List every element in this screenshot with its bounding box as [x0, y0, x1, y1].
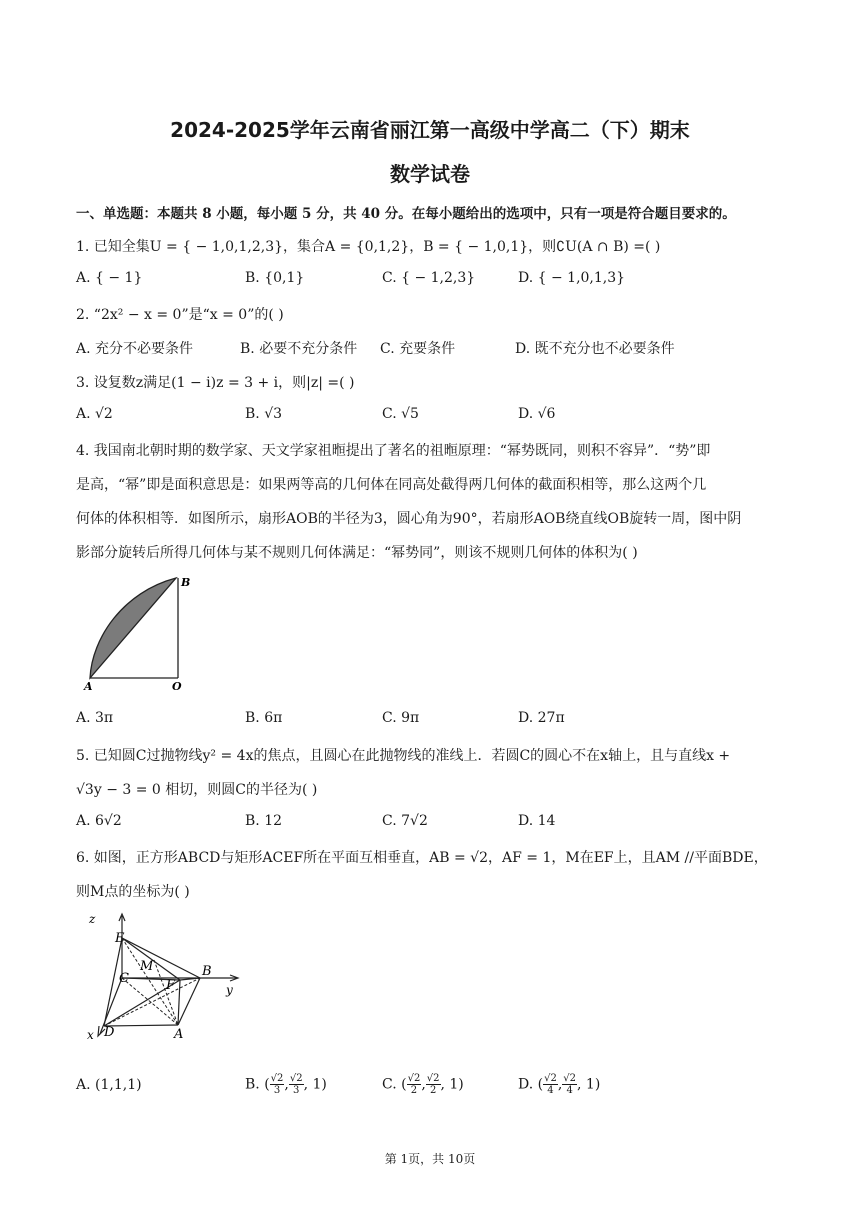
- q2-option-b: B. 必要不充分条件: [240, 341, 358, 357]
- question-4-line-4: 影部分旋转后所得几何体与某不规则几何体满足：“幂势同”，则该不规则几何体的体积为( ): [76, 545, 638, 561]
- page-subtitle: 数学试卷: [390, 162, 470, 186]
- q4-option-c: C. 9π: [382, 710, 420, 726]
- question-5-line-2: √3y − 3 = 0 相切，则圆C的半径为( ): [76, 782, 318, 798]
- q4-option-d: D. 27π: [518, 710, 565, 726]
- q5-option-a: A. 6√2: [76, 813, 122, 829]
- section-heading: 一、单选题：本题共 8 小题，每小题 5 分，共 40 分。在每小题给出的选项中，只有一项是符合题目要求的。: [76, 206, 736, 222]
- label-y: y: [226, 983, 233, 997]
- q6-option-d: D. ( $\frac{√2}{4}$ , $\frac{√2}{4}$ , 1): [518, 1073, 601, 1096]
- label-b: B: [181, 576, 191, 589]
- question-1-stem: 1. 已知全集U = { − 1,0,1,2,3}，集合A = {0,1,2}，B = { − 1,0,1}，则∁U(A ∩ B) =( ): [76, 239, 661, 255]
- label-c: C: [119, 971, 129, 986]
- label-o: O: [172, 680, 182, 693]
- q4-option-b: B. 6π: [245, 710, 283, 726]
- question-4-line-1: 4. 我国南北朝时期的数学家、天文学家祖暅提出了著名的祖暅原理：“幂势既同，则积不容异”．“势”即: [76, 443, 711, 459]
- q3-option-c: C. √5: [382, 406, 419, 422]
- q2-option-d: D. 既不充分也不必要条件: [515, 341, 675, 357]
- label-e: E: [115, 931, 125, 946]
- page-footer: 第 1页，共 10页: [384, 1152, 476, 1166]
- q3-option-b: B. √3: [245, 406, 283, 422]
- q5-option-b: B. 12: [245, 813, 283, 829]
- page-title: 2024-2025学年云南省丽江第一高级中学高二（下）期末: [170, 118, 690, 142]
- q3-option-d: D. √6: [518, 406, 556, 422]
- label-z: z: [89, 912, 96, 926]
- label-x: x: [87, 1028, 94, 1042]
- q6-option-b: B. ( $\frac{√2}{3}$ , $\frac{√2}{3}$ , 1): [245, 1073, 327, 1096]
- question-3-stem: 3. 设复数z满足(1 − i)z = 3 + i，则|z| =( ): [76, 375, 355, 391]
- q6-option-a: A. (1,1,1): [76, 1077, 142, 1093]
- q2-option-a: A. 充分不必要条件: [76, 341, 194, 357]
- q6-option-c: C. ( $\frac{√2}{2}$ , $\frac{√2}{2}$ , 1): [382, 1073, 464, 1096]
- label-d: D: [104, 1025, 115, 1040]
- q5-option-c: C. 7√2: [382, 813, 428, 829]
- q1-option-a: A. { − 1}: [76, 270, 143, 286]
- label-f: F: [166, 978, 176, 993]
- shaded-segment: [90, 578, 176, 678]
- question-5-line-1: 5. 已知圆C过抛物线y² = 4x的焦点，且圆心在此抛物线的准线上．若圆C的圆心不在x轴上，且与直线x +: [76, 748, 731, 764]
- label-b: B: [202, 964, 212, 979]
- label-a: A: [84, 680, 93, 693]
- edge-eb: [122, 938, 200, 978]
- q5-option-d: D. 14: [518, 813, 556, 829]
- sector-figure: [78, 572, 198, 694]
- label-a: A: [174, 1027, 184, 1042]
- q3-option-a: A. √2: [76, 406, 113, 422]
- q1-option-c: C. { − 1,2,3}: [382, 270, 476, 286]
- question-4-line-2: 是高，“幂”即是面积意思是：如果两等高的几何体在同高处截得两几何体的截面积相等，那么这两个几: [76, 477, 707, 493]
- q1-option-b: B. {0,1}: [245, 270, 305, 286]
- q2-option-c: C. 充要条件: [380, 341, 456, 357]
- edge-fa: [178, 980, 180, 1025]
- edge-da: [104, 1025, 178, 1026]
- question-4-line-3: 何体的体积相等．如图所示，扇形AOB的半径为3，圆心角为90°，若扇形AOB绕直线OB旋转一周，图中阴: [76, 511, 742, 527]
- question-2-stem: 2. “2x² − x = 0”是“x = 0”的( ): [76, 307, 284, 323]
- edge-ba: [178, 978, 200, 1025]
- label-m: M: [140, 959, 154, 974]
- q4-option-a: A. 3π: [76, 710, 114, 726]
- solid-figure: [82, 908, 252, 1046]
- question-6-line-1: 6. 如图，正方形ABCD与矩形ACEF所在平面互相垂直，AB = √2，AF = 1，M在EF上，且AM //平面BDE，: [76, 850, 768, 866]
- question-6-line-2: 则M点的坐标为( ): [76, 884, 190, 900]
- q1-option-d: D. { − 1,0,1,3}: [518, 270, 626, 286]
